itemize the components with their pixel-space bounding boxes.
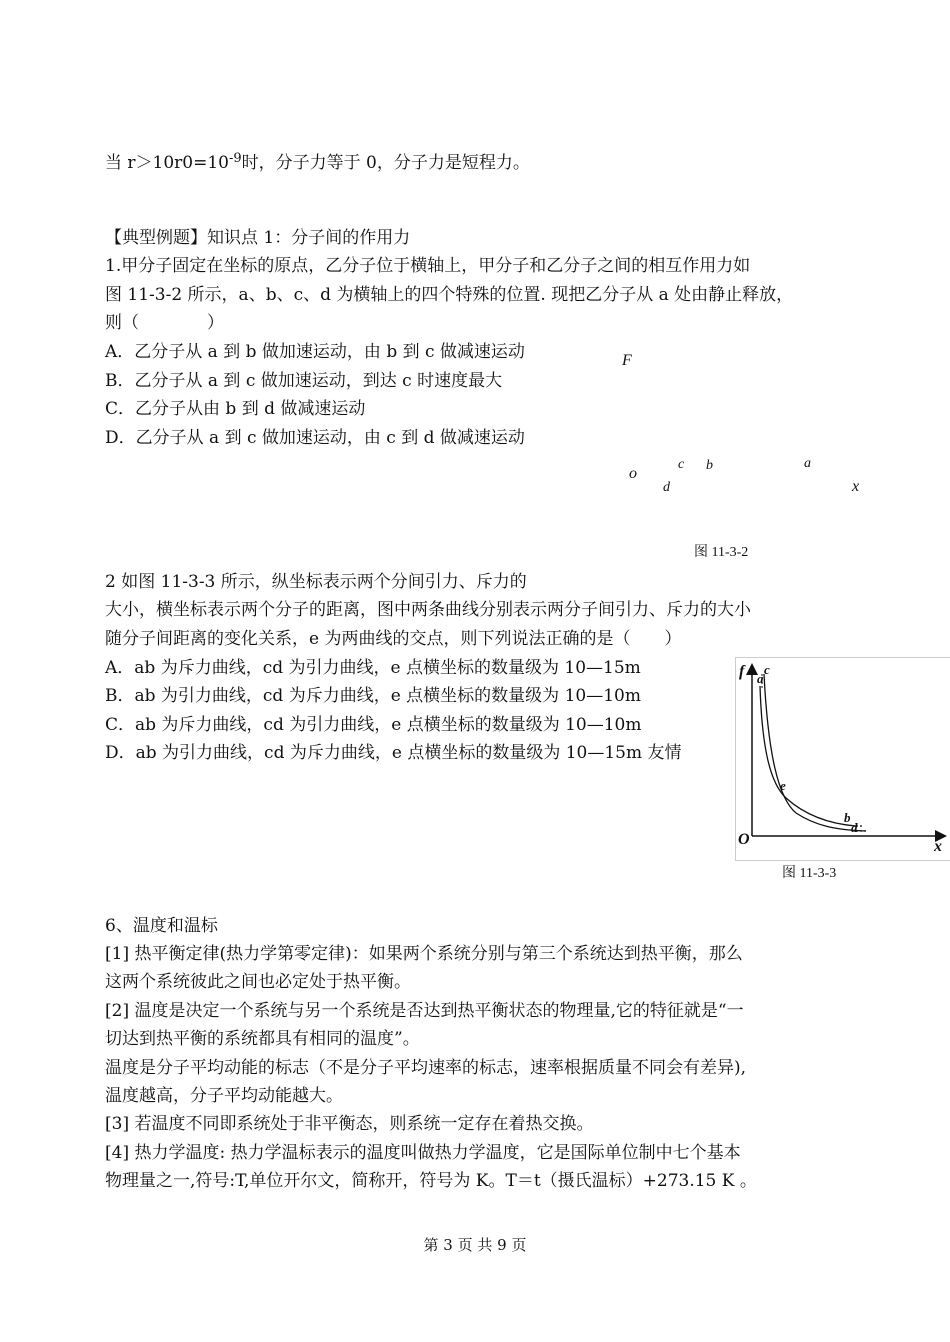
fig2-label-c: c xyxy=(764,662,770,677)
section6-line-5: 温度是分子平均动能的标志（不是分子平均速率的标志，速率根据质量不同会有差异), xyxy=(105,1058,747,1078)
q2-line-2: 大小，横坐标表示两个分子的距离，图中两条曲线分别表示两分子间引力、斥力的大小 xyxy=(105,600,751,620)
fig2-label-d: d xyxy=(851,820,858,835)
q2-option-c: C．ab 为斥力曲线，cd 为引力曲线，e 点横坐标的数量级为 10—10m xyxy=(105,715,642,735)
q1-option-d: D．乙分子从 a 到 c 做加速运动，由 c 到 d 做减速运动 xyxy=(105,428,525,448)
fig2-curve-ab xyxy=(760,686,856,826)
section6-line-8: [4] 热力学温度: 热力学温标表示的温度叫做热力学温度，它是国际单位制中七个基本 xyxy=(105,1143,741,1163)
q2-option-b: B．ab 为引力曲线，cd 为斥力曲线，e 点横坐标的数量级为 10—10m xyxy=(105,686,641,706)
section6-line-2: 这两个系统彼此之间也必定处于热平衡。 xyxy=(105,972,411,992)
section6-line-6: 温度越高，分子平均动能越大。 xyxy=(105,1086,343,1106)
fig2-label-a: a xyxy=(757,671,764,686)
fig1-caption: 图 11-3-2 xyxy=(694,545,749,560)
fig2-curve-cd xyxy=(764,674,866,831)
fig2-label-e: e xyxy=(780,778,786,793)
section6-line-3: [2] 温度是决定一个系统与另一个系统是否达到热平衡状态的物理量,它的特征就是“一 xyxy=(105,1001,744,1021)
q2-option-a: A．ab 为斥力曲线，cd 为引力曲线，e 点横坐标的数量级为 10—15m xyxy=(105,658,641,678)
fig2-label-f: f xyxy=(739,663,745,680)
intro-exponent: -9 xyxy=(228,151,242,166)
fig2-label-O: O xyxy=(738,831,750,848)
section6-line-4: 切达到热平衡的系统都具有相同的温度”。 xyxy=(105,1029,420,1049)
q1-option-c: C．乙分子从由 b 到 d 做减速运动 xyxy=(105,399,366,419)
section6-line-1: [1] 热平衡定律(热力学第零定律)：如果两个系统分别与第三个系统达到热平衡，那么 xyxy=(105,944,743,964)
q1-option-a: A．乙分子从 a 到 b 做加速运动，由 b 到 c 做减速运动 xyxy=(105,342,525,362)
fig1-label-b: b xyxy=(706,458,713,473)
q2-option-d: D．ab 为引力曲线，cd 为斥力曲线，e 点横坐标的数量级为 10—15m 友情 xyxy=(105,743,682,763)
q1-line-2: 图 11-3-2 所示，a、b、c、d 为横轴上的四个特殊的位置. 现把乙分子从 a 处由静止释放， xyxy=(105,285,794,305)
fig2-label-b: b xyxy=(844,810,851,825)
q2-line-1: 2 如图 11-3-3 所示，纵坐标表示两个分间引力、斥力的 xyxy=(105,572,527,592)
q2-line-3: 随分子间距离的变化关系，e 为两曲线的交点，则下列说法正确的是（ ） xyxy=(105,629,682,649)
fig1-label-d: d xyxy=(663,480,670,495)
q1-option-b: B．乙分子从 a 到 c 做加速运动，到达 c 时速度最大 xyxy=(105,371,503,391)
fig1-label-a: a xyxy=(804,456,811,471)
page-footer: 第 3 页 共 9 页 xyxy=(423,1236,527,1254)
q1-line-3: 则（ ） xyxy=(105,313,224,333)
intro-line xyxy=(105,152,530,174)
fig1-label-F: F xyxy=(622,352,632,369)
fig2-graph xyxy=(735,657,950,861)
section6-line-9: 物理量之一,符号:T,单位开尔文，简称开，符号为 K。T＝t（摄氏温标）+273.15 K 。 xyxy=(105,1171,757,1191)
q1-line-1: 1.甲分子固定在坐标的原点，乙分子位于横轴上，甲分子和乙分子之间的相互作用力如 xyxy=(105,256,751,276)
fig1-label-o: o xyxy=(629,465,637,482)
fig2-label-x: x xyxy=(934,838,942,855)
fig1-label-x: x xyxy=(852,478,860,495)
section6-line-7: [3] 若温度不同即系统处于非平衡态，则系统一定存在着热交换。 xyxy=(105,1114,594,1134)
intro-pre: 当 r＞10r0=10 xyxy=(105,153,229,173)
example-heading: 【典型例题】知识点 1：分子间的作用力 xyxy=(105,228,411,248)
intro-post: 时，分子力等于 0，分子力是短程力。 xyxy=(241,153,530,173)
fig2-caption: 图 11-3-3 xyxy=(782,866,837,881)
fig2-graph-svg xyxy=(736,658,950,860)
section6-title: 6、温度和温标 xyxy=(105,916,218,936)
fig1-label-c: c xyxy=(678,457,685,472)
